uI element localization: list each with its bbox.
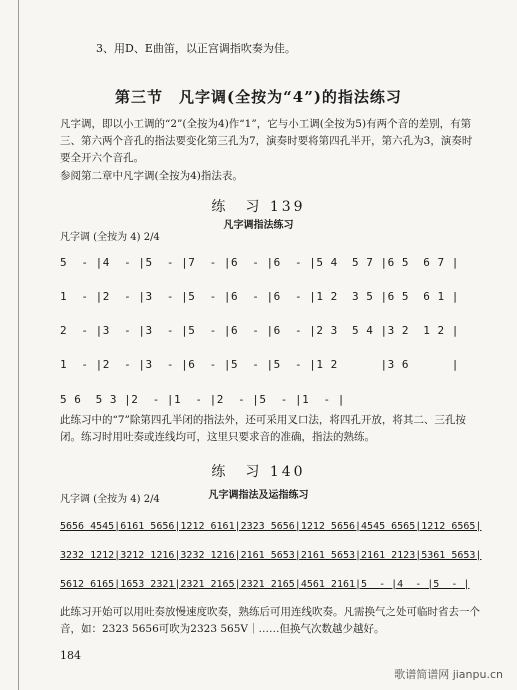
exercise-139-subtitle: 凡字调指法练习 [223,220,294,231]
page-number: 184 [60,649,81,662]
exercise-140-key: 凡字调 (全按为 4) 2/4 [60,494,160,505]
paragraph-2: 参阅第二章中凡字调(全按为4)指法表。 [60,170,243,182]
paragraph-1: 凡字调，即以小工调的“2”(全按为4)作“1”，它与小工调(全按为5)有两个音的差别，有第三、第六两个音孔的指法要变化第三孔为7，演奏时要将第四孔半开，第六孔为3，演奏时要全开六个音孔。 [60,118,473,164]
exercise-140-title: 练 习 140 [211,464,306,480]
score-row: 1 - |2 - |3 - |6 - |5 - |5 - |1 2 |3 6 | [60,358,459,371]
watermark: 歌谱简谱网 jianpu.cn [394,668,503,681]
score-row: 3232 1212|3212 1216|3232 1216|2161 5653|2161 5653|2161 2123|5361 5653| [60,550,482,561]
exercise-139-title: 练 习 139 [211,199,306,215]
exercise-140-note: 此练习开始可以用吐奏放慢速度吹奏，熟练后可用连线吹奏。凡需换气之处可临时省去一个音，如：2323 5656可吹为2323 565V｜……但换气次数越少越好。 [60,606,480,635]
exercise-140-subtitle: 凡字调指法及运指练习 [208,490,309,501]
exercise-139-key: 凡字调 (全按为 4) 2/4 [60,232,160,243]
intro-line: 3、用D、E曲笛，以正宫调指吹奏为佳。 [96,42,296,55]
score-row: 5 - |4 - |5 - |7 - |6 - |6 - |5 4 5 7 |6 5 6 7 | [60,256,459,269]
score-row: 1 - |2 - |3 - |5 - |6 - |6 - |1 2 3 5 |6 5 6 1 | [60,290,459,303]
section-title: 第三节 凡字调(全按为“4”)的指法练习 [115,88,402,106]
score-row: 5 6 5 3 |2 - |1 - |2 - |5 - |1 - | [60,393,345,406]
score-row: 5612 6165|1653 2321|2321 2165|2321 2165|4561 2161|5 - |4 - |5 - | [60,579,470,590]
exercise-139-note: 此练习中的“7”除第四孔半闭的指法外，还可采用叉口法，将四孔开放，将其二、三孔按闭。练习时用吐奏或连线均可，这里只要求音的准确，指法的熟练。 [60,414,466,443]
score-row: 5656 4545|6161 5656|1212 6161|2323 5656|1212 5656|4545 6565|1212 6565| [60,521,482,532]
score-row: 2 - |3 - |3 - |5 - |6 - |6 - |2 3 5 4 |3 2 1 2 | [60,324,459,337]
